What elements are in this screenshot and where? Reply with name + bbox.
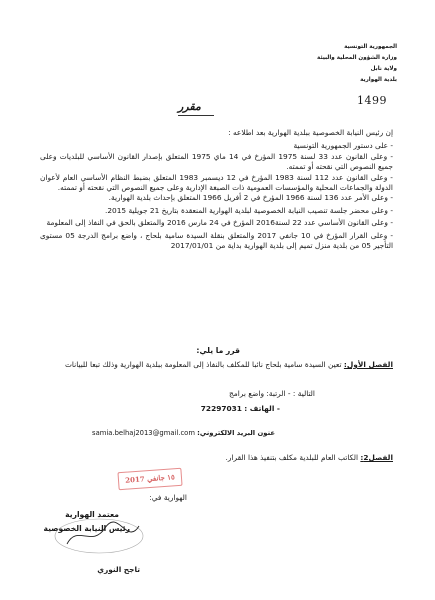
seal-line-1: معتمد الهوارية: [65, 510, 119, 519]
article-1-text: تعين السيدة سامية بلحاج نائبا للمكلف بالنفاذ إلى المعلومة ببلدية الهوارية وذلك تبعا للبيانات: [64, 360, 342, 369]
decides-heading: قرر ما يلي:: [196, 346, 240, 355]
preamble-item: - وعلى القانون الأساسي عدد 22 لسنة2016 المؤرخ في 24 مارس 2016 والمتعلق بالحق في النفاذ إلى المعلومة: [46, 218, 393, 228]
preamble-intro: إن رئيس النيابة الخصوصية ببلدية الهوارية بعد اطلاعه :: [228, 128, 393, 137]
article-1-email: [92, 429, 275, 437]
header-ministry: وزارة الشؤون المحلية والبيئة: [317, 55, 397, 61]
official-seal-and-signature: [47, 516, 147, 556]
reference-number: 1499: [357, 94, 387, 107]
article-2: [40, 453, 393, 463]
document-title: مقرر: [178, 100, 201, 113]
article-2-label: الفصل2:: [360, 453, 393, 462]
title-underline: [178, 115, 214, 116]
preamble: [40, 128, 393, 251]
phone-label: - الهاتف :: [244, 404, 280, 413]
article-2-text: الكاتب العام للبلدية مكلف بتنفيذ هذا القرار.: [225, 453, 358, 462]
article-1-label: الفصل الأول:: [343, 360, 393, 369]
preamble-item: - وعلى القانون عدد 112 لسنة 1983 المؤرخ في 12 ديسمبر 1983 المتعلق بضبط النظام الأساسي العام لأعوان الدولة والجماعات المحلية والمؤسسات العمومية ذات الصبغة الإدارية وعلى جميع النصوص التي نقحته أو تممته.: [40, 172, 393, 193]
preamble-item: - وعلى القرار المؤرخ في 10 جانفي 2017 والمتعلق بنقلة السيدة سامية بلحاج ، واضع برامج الدرجة 05 مستوى التأجير 05 من بلدية منزل تميم إلى بلدية الهوارية بداية من 2017/01/01: [40, 230, 393, 251]
signature-place: الهوارية في:: [149, 493, 187, 502]
header-municipality: بلدية الهوارية: [360, 77, 397, 83]
header-governorate: ولاية نابل: [370, 66, 397, 72]
preamble-item: - وعلى محضر جلسة تنصيب النيابة الخصوصية لبلدية الهوارية المنعقدة بتاريخ 21 جويلية 2015.: [104, 205, 393, 215]
preamble-item: - وعلى الأمر عدد 136 لسنة 1966 المؤرخ في 2 أفريل 1966 المتعلق بإحداث بلدية الهوارية.: [108, 193, 393, 203]
email-label: عنون البريد الالكتروني:: [197, 429, 275, 437]
email-value: samia.belhaj2013@gmail.com: [92, 429, 195, 437]
article-1: [40, 360, 393, 370]
date-stamp: ١٥ جانفي 2017: [117, 468, 182, 490]
article-1-rank: التالية : - الرتبة: واضع برامج: [228, 389, 315, 398]
article-1-phone: [201, 404, 280, 413]
signatory-name: تاجح النوري: [97, 565, 140, 574]
preamble-item: - على دستور الجمهورية التونسية: [293, 141, 393, 151]
seal-line-2: رئيس النيابة الخصوصية: [43, 524, 130, 533]
phone-value: 72297031: [200, 404, 242, 413]
header-republic: الجمهورية التونسية: [344, 44, 397, 50]
preamble-item: - وعلى القانون عدد 33 لسنة 1975 المؤرخ في 14 ماي 1975 المتعلق بإصدار القانون الأساسي للبلديات وعلى جميع النصوص التي نقحته أو تممته.: [40, 151, 393, 172]
